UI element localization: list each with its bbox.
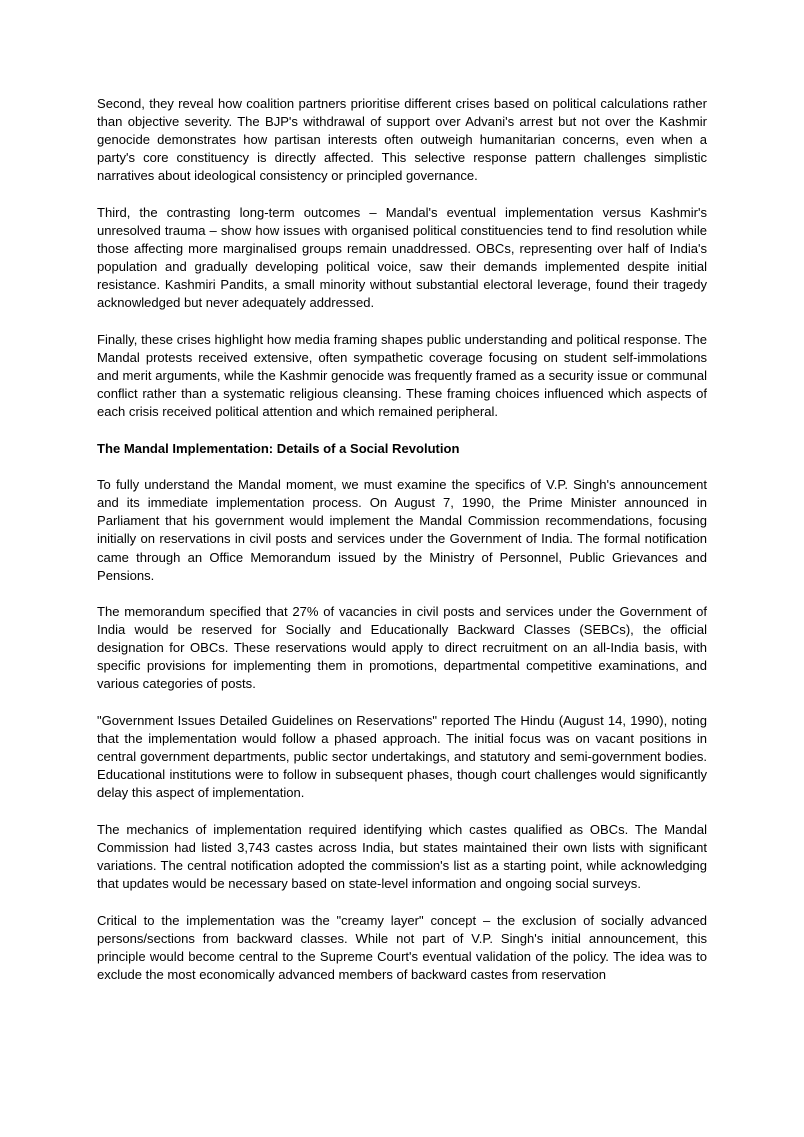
- document-page: [97, 95, 707, 1002]
- section-heading: The Mandal Implementation: Details of a Social Revolution: [97, 440, 460, 456]
- paragraph-mechanics: The mechanics of implementation required identifying which castes qualified as OBCs. The Mandal Commission had listed 3,743 castes across India, but states maintained their own lists with significant variations. The central notification adopted the commission's list as a starting point, while acknowledging that updates would be necessary based on state-level information and ongoing social surveys.: [97, 821, 707, 892]
- paragraph-creamy-layer: Critical to the implementation was the "creamy layer" concept – the exclusion of socially advanced persons/sections from backward classes. While not part of V.P. Singh's initial announcement, this principle would become central to the Supreme Court's eventual validation of the policy. The idea was to exclude the most economically advanced members of backward castes from reservation: [97, 912, 707, 982]
- paragraph-guidelines: "Government Issues Detailed Guidelines on Reservations" reported The Hindu (August 14, 1990), noting that the implementation would follow a phased approach. The initial focus was on vacant positions in central government departments, public sector undertakings, and statutory and semi-government bodies. Educational institutions were to follow in subsequent phases, though court challenges would significantly delay this aspect of implementation.: [97, 712, 707, 801]
- paragraph-mandal-announcement: To fully understand the Mandal moment, we must examine the specifics of V.P. Singh's announcement and its immediate implementation process. On August 7, 1990, the Prime Minister announced in Parliament that his government would implement the Mandal Commission recommendations, focusing initially on reservations in civil posts and services under the Government of India. The formal notification came through an Office Memorandum issued by the Ministry of Personnel, Public Grievances and Pensions.: [97, 477, 707, 583]
- paragraph-second-coalition: Second, they reveal how coalition partners prioritise different crises based on political calculations rather than objective severity. The BJP's withdrawal of support over Advani's arrest but not over the Kashmir genocide demonstrates how partisan interests often outweigh humanitarian concerns, even when a party's core constituency is directly affected. This selective response pattern challenges simplistic narratives about ideological consistency or principled governance.: [97, 96, 707, 184]
- paragraph-finally-media: Finally, these crises highlight how media framing shapes public understanding and political response. The Mandal protests received extensive, often sympathetic coverage focusing on student self-immolations and merit arguments, while the Kashmir genocide was frequently framed as a security issue or communal conflict rather than a systematic religious cleansing. These framing choices influenced which aspects of each crisis received political attention and which remained peripheral.: [97, 331, 707, 420]
- paragraph-third-outcomes: Third, the contrasting long-term outcomes – Mandal's eventual implementation versus Kashmir's unresolved trauma – show how issues with organised political constituencies tend to find resolution while those affecting more marginalised groups remain unaddressed. OBCs, representing over half of India's population and gradually developing political voice, saw their demands implemented despite initial resistance. Kashmiri Pandits, a small minority without substantial electoral leverage, found their tragedy acknowledged but never adequately addressed.: [97, 204, 707, 311]
- paragraph-memorandum: The memorandum specified that 27% of vacancies in civil posts and services under the Government of India would be reserved for Socially and Educationally Backward Classes (SEBCs), the official designation for OBCs. These reservations would apply to direct recruitment on an all-India basis, with specific provisions for implementing them in promotions, departmental competitive examinations, and various categories of posts.: [97, 604, 707, 692]
